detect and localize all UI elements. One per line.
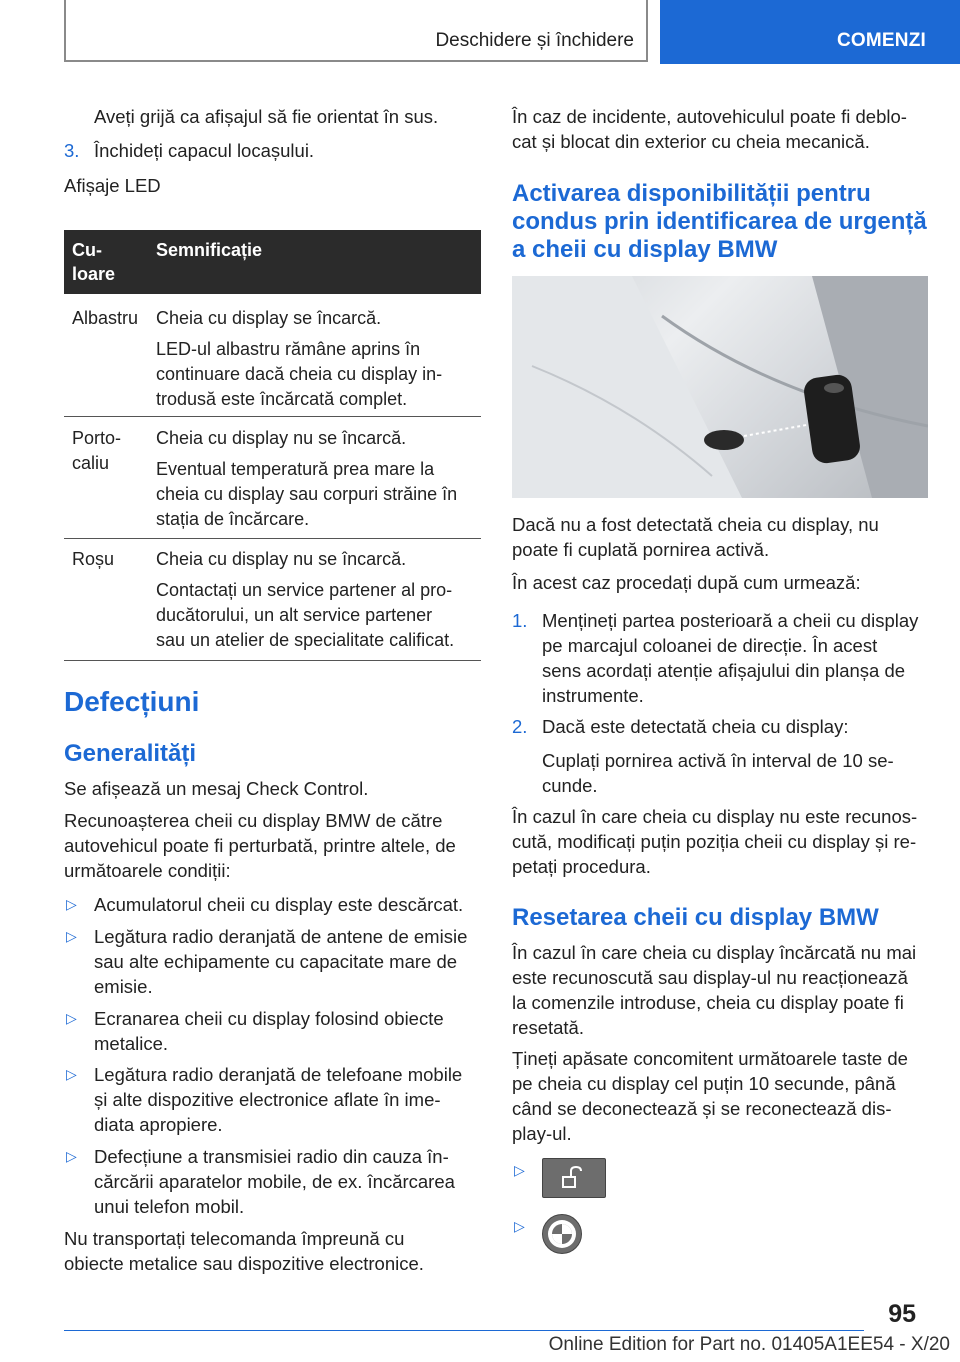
chapter-title: COMENZI — [836, 30, 926, 51]
bullet-triangle-icon: ▷ — [66, 1148, 77, 1164]
step-2-number: 2. — [512, 716, 528, 737]
footer-edition: Online Edition for Part no. 01405A1EE54 - X/20 — [548, 1334, 950, 1355]
reset-p2: Țineți apăsate concomitent următoarele taste de pe cheia cu display cel puțin 10 secunde, până când se deconectează și se reconectează dis- play-ul. — [512, 1048, 908, 1144]
bullet-triangle-icon: ▷ — [66, 928, 77, 944]
table-row-color: Albastru — [72, 308, 139, 328]
intro-line: Aveți grijă ca afișajul să fie orientat în sus. — [94, 106, 439, 127]
incident-note: În caz de incidente, autovehiculul poate fi deblo- cat și blocat din exterior cu cheia mecanică. — [512, 106, 907, 152]
table-col-meaning-header: Semnificație — [156, 240, 263, 260]
step-2-text: Dacă este detectată cheia cu display: — [542, 716, 849, 737]
page-number: 95 — [888, 1300, 916, 1328]
section-title: Deschidere și închidere — [435, 30, 634, 51]
step-2-sub: Cuplați pornirea activă în interval de 10 se- cunde. — [542, 750, 894, 796]
list-item: Defecțiune a transmisiei radio din cauza în- cărcării aparatelor mobile, de ex. încărcarea unui telefon mobil. — [94, 1146, 455, 1217]
step-3-number: 3. — [64, 140, 80, 161]
table-divider — [64, 538, 481, 539]
list-item: Legătura radio deranjată de telefoane mobile și alte dispozitive electronice aflate în ime- diata apropiere. — [94, 1064, 463, 1135]
closing-note: Nu transportați telecomanda împreună cu obiecte metalice sau dispozitive electronice. — [64, 1228, 424, 1274]
general-title: Generalități — [64, 740, 197, 767]
list-item: Acumulatorul cheii cu display este descărcat. — [94, 894, 464, 915]
general-p1: Se afișează un mesaj Check Control. — [64, 778, 369, 799]
not-recognized-note: În cazul în care cheia cu display nu este recunos- cută, modificați puțin poziția cheii cu display și re- petați procedura. — [512, 806, 918, 877]
bullet-triangle-icon: ▷ — [66, 896, 77, 912]
bullet-triangle-icon: ▷ — [514, 1162, 525, 1178]
list-item: Ecranarea cheii cu display folosind obiecte metalice. — [94, 1008, 444, 1054]
reset-p1: În cazul în care cheia cu display încărcată nu mai este recunoscută sau display-ul nu reacționează la comenzile introduse, cheia cu display poate fi resetată. — [512, 942, 917, 1038]
key-not-detected-note: Dacă nu a fost detectată cheia cu display, nu poate fi cuplată pornirea activă. — [512, 514, 879, 560]
table-row-meaning: Cheia cu display nu se încarcă. Eventual temperatură prea mare la cheia cu display sau corpuri străine în stația de încărcare. — [156, 428, 458, 529]
step-1-number: 1. — [512, 610, 528, 631]
table-row-meaning: Cheia cu display nu se încarcă. Contactați un service partener al pro- ducătorului, un alt service partener sau un atelier de specialitate calificat. — [156, 549, 455, 650]
unlock-button-icon — [542, 1158, 606, 1198]
list-item: Legătura radio deranjată de antene de emisie sau alte echipamente cu capacitate mare de emisie. — [94, 926, 468, 997]
table-divider — [64, 416, 481, 417]
table-row-color: Roșu — [72, 549, 115, 569]
table-header — [64, 230, 481, 294]
bullet-triangle-icon: ▷ — [66, 1010, 77, 1026]
header-section-tab — [64, 0, 648, 62]
chapter-tab — [660, 0, 960, 64]
footer-rule — [64, 1330, 864, 1331]
step-1-text: Mențineți partea posterioară a cheii cu display pe marcajul coloanei de direcție. În acest sens acordați atenție afișajului din planșa de instrumente. — [542, 610, 919, 706]
defects-title: Defecțiuni — [64, 686, 200, 717]
steering-column-key-photo — [512, 276, 928, 498]
table-divider — [64, 660, 481, 661]
procedure-intro: În acest caz procedați după cum urmează: — [512, 572, 861, 593]
table-col-color-header: Cu- loare — [72, 240, 116, 284]
bullet-triangle-icon: ▷ — [66, 1066, 77, 1082]
step-3-text: Închideți capacul locașului. — [94, 140, 315, 161]
reset-title: Resetarea cheii cu display BMW — [512, 904, 879, 931]
steering-column-illustration — [512, 276, 928, 498]
activation-title: Activarea disponibilității pentru condus prin identificarea de urgență a cheii cu display BMW — [512, 180, 927, 263]
bullet-triangle-icon: ▷ — [514, 1218, 525, 1234]
general-p2: Recunoașterea cheii cu display BMW de către autovehicul poate fi perturbată, printre altele, de următoarele condiții: — [64, 810, 456, 881]
led-heading: Afișaje LED — [64, 175, 161, 196]
table-row-color: Porto- caliu — [72, 428, 122, 473]
table-row-meaning: Cheia cu display se încarcă. LED-ul albastru rămâne aprins în continuare dacă cheia cu display in- trodusă este încărcată complet. — [156, 308, 443, 409]
bmw-logo-button-icon — [542, 1214, 582, 1254]
